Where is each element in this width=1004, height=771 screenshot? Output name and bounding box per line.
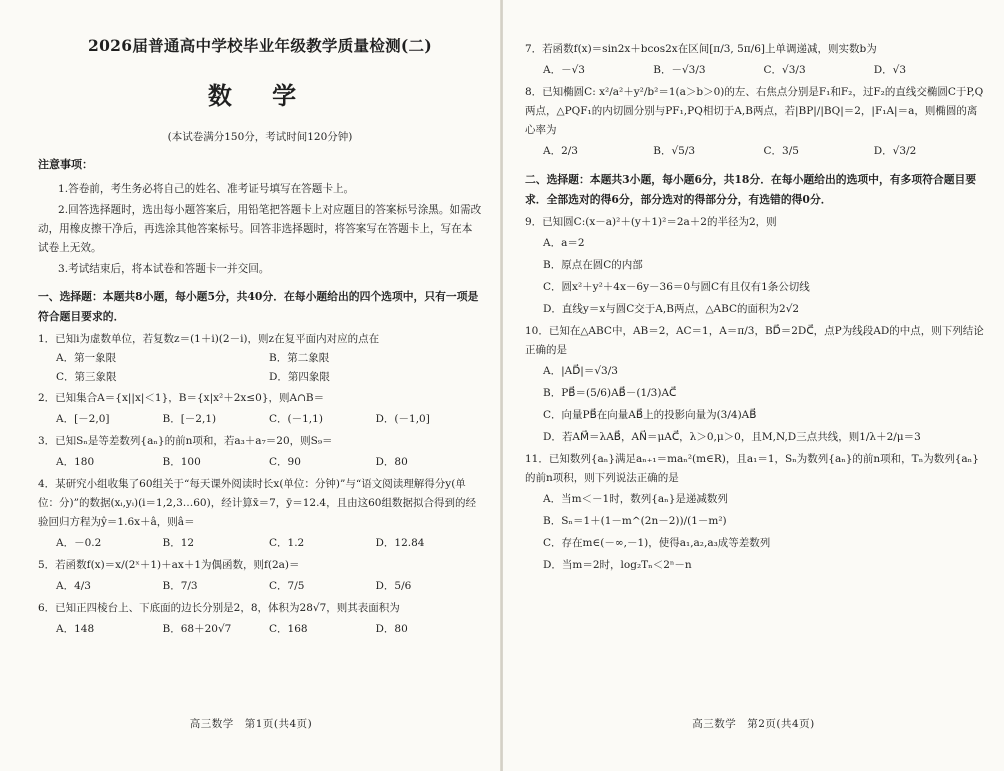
option: A．|AD⃗|＝√3/3 [543, 365, 618, 377]
option: A．[－2,0] [56, 413, 110, 425]
option: A．－0.2 [56, 537, 102, 549]
option: C．3/5 [763, 145, 799, 157]
option: A．第一象限 [56, 352, 117, 364]
option: D．(－1,0] [375, 413, 430, 425]
option-list [38, 618, 482, 640]
subject-title: 数 学 [207, 81, 313, 110]
option: B．－√3/3 [653, 64, 706, 76]
notice-heading: 注意事项： [38, 158, 93, 171]
option: B．√5/3 [653, 145, 696, 157]
option: C．存在m∈(－∞,－1)，使得a₁,a₂,a₃成等差数列 [543, 537, 771, 549]
option: B．12 [162, 537, 195, 549]
option: C．(－1,1) [269, 413, 323, 425]
option: C．√3/3 [763, 64, 806, 76]
option-list [525, 489, 984, 576]
question [525, 450, 984, 576]
question-stem: 4．某研究小组收集了60组关于“每天课外阅读时长x(单位：分钟)”与“语文阅读理解得分y(单位：分)”的数据(xᵢ,yᵢ)(i＝1,2,3…60)，经计算x̄＝7，ȳ＝12.4，且由这60组数据拟合得到的经验回归方程为ŷ＝1.6x＋â，则â＝ [38, 478, 476, 528]
question-stem: 8．已知椭圆C: x²/a²＋y²/b²＝1(a＞b＞0)的左、右焦点分别是F₁和F₂，过F₂的直线交椭圆C于P,Q两点，△PQF₁的内切圆分别与PF₁,PQ相切于A,B两点，若|BP|/|BQ|＝2，|F₁A|＝a，则椭圆的离心率为 [525, 86, 984, 136]
option: D．√3/2 [873, 145, 917, 157]
exam-title: 2026届普通高中学校毕业年级教学质量检测(二) [87, 36, 432, 55]
question [38, 475, 482, 554]
question-stem: 7．若函数f(x)＝sin2x＋bcos2x在区间[π/3, 5π/6]上单调递减，则实数b为 [525, 43, 877, 55]
option: A．2/3 [543, 145, 578, 157]
option: A．180 [56, 456, 95, 468]
option-list [38, 575, 482, 597]
option: D．5/6 [375, 580, 412, 592]
question [38, 556, 482, 597]
option: D．80 [375, 456, 408, 468]
question [525, 83, 984, 162]
option: C．90 [269, 456, 301, 468]
notice-item: 2.回答选择题时，选出每小题答案后，用铅笔把答题卡上对应题目的答案标号涂黑。如需改动，用橡皮擦干净后，再选涂其他答案标号。回答非选择题时，将答案写在答题卡上，写在本试卷上无效。 [38, 204, 482, 254]
section-heading-single-choice: 一、选择题：本题共8小题，每小题5分，共40分．在每小题给出的四个选项中，只有一项是符合题目要求的． [38, 290, 479, 323]
option: A．a＝2 [543, 237, 585, 249]
option: C．第三象限 [56, 371, 117, 383]
option-list [38, 532, 482, 554]
option: D．√3 [873, 64, 907, 76]
option: B．68＋20√7 [162, 623, 232, 635]
question [38, 432, 482, 473]
section-heading-multi-choice: 二、选择题：本题共3小题，每小题6分，共18分．在每小题给出的选项中，有多项符合题目要求．全部选对的得6分，部分选对的得部分分，有选错的得0分． [525, 173, 977, 206]
option-list [525, 361, 984, 448]
option: D．直线y＝x与圆C交于A,B两点，△ABC的面积为2√2 [543, 303, 800, 315]
option: B．PB⃗＝(5/6)AB⃗－(1/3)AC⃗ [543, 387, 677, 399]
option: B．100 [162, 456, 201, 468]
option-list [38, 349, 482, 387]
option: B．7/3 [162, 580, 198, 592]
option: C．7/5 [269, 580, 305, 592]
notice-item: 1.答卷前，考生务必将自己的姓名、准考证号填写在答题卡上。 [58, 183, 355, 195]
page-footer: 高三数学 第2页(共4页) [692, 718, 815, 730]
exam-page-2 [502, 0, 1004, 771]
question-stem: 9．已知圆C:(x－a)²＋(y＋1)²＝2a＋2的半径为2，则 [525, 216, 777, 228]
question [525, 322, 984, 448]
option-list [525, 233, 984, 320]
option: B．第二象限 [269, 352, 330, 364]
option: D．12.84 [375, 537, 425, 549]
option-list [525, 59, 984, 81]
question-stem: 2．已知集合A＝{x||x|＜1}，B＝{x|x²＋2x≤0}，则A∩B＝ [38, 392, 325, 404]
option: C．168 [269, 623, 308, 635]
option: A．－√3 [543, 64, 585, 76]
option: B．[－2,1) [162, 413, 217, 425]
option: D．第四象限 [269, 371, 330, 383]
option: B．Sₙ＝1＋(1－m^(2n－2))/(1－m²) [543, 515, 727, 527]
option: A．4/3 [56, 580, 91, 592]
exam-meta: (本试卷满分150分，考试时间120分钟) [167, 131, 353, 143]
option: D．当m＝2时，log₂Tₙ＜2ⁿ－n [543, 559, 692, 571]
option-list [525, 140, 984, 162]
question [525, 40, 984, 81]
option-list [38, 451, 482, 473]
option: A．当m＜－1时，数列{aₙ}是递减数列 [543, 493, 728, 505]
option: C．圆x²＋y²＋4x－6y－36＝0与圆C有且仅有1条公切线 [543, 281, 810, 293]
question [38, 599, 482, 640]
question [38, 330, 482, 387]
question-stem: 3．已知Sₙ是等差数列{aₙ}的前n项和，若a₃＋a₇＝20，则S₉＝ [38, 435, 333, 447]
notice-item: 3.考试结束后，将本试卷和答题卡一并交回。 [58, 263, 270, 275]
question-stem: 10．已知在△ABC中，AB＝2，AC＝1，A＝π/3，BD⃗＝2DC⃗，点P为线段AD的中点，则下列结论正确的是 [525, 325, 984, 356]
option: B．原点在圆C的内部 [543, 259, 643, 271]
question-stem: 11．已知数列{aₙ}满足aₙ₊₁＝maₙ²(m∈R)，且a₁＝1，Sₙ为数列{aₙ}的前n项和，Tₙ为数列{aₙ}的前n项积，则下列说法正确的是 [525, 453, 979, 484]
option: C．1.2 [269, 537, 305, 549]
question-stem: 6．已知正四棱台上、下底面的边长分别是2，8，体积为28√7，则其表面积为 [38, 602, 400, 614]
option-list [38, 408, 482, 430]
question [38, 389, 482, 430]
option: A．148 [56, 623, 95, 635]
page-footer: 高三数学 第1页(共4页) [189, 718, 313, 730]
question-stem: 1．已知i为虚数单位，若复数z＝(1＋i)(2－i)，则z在复平面内对应的点在 [38, 333, 380, 345]
option: C．向量PB⃗在向量AB⃗上的投影向量为(3/4)AB⃗ [543, 409, 757, 421]
option: D．80 [375, 623, 408, 635]
option: D．若AM⃗＝λAB⃗，AN⃗＝μAC⃗，λ＞0,μ＞0，且M,N,D三点共线，则1/λ＋2/μ＝3 [543, 431, 921, 443]
question [525, 213, 984, 320]
question-stem: 5．若函数f(x)＝x/(2ˣ＋1)＋ax＋1为偶函数，则f(2a)＝ [38, 559, 300, 571]
